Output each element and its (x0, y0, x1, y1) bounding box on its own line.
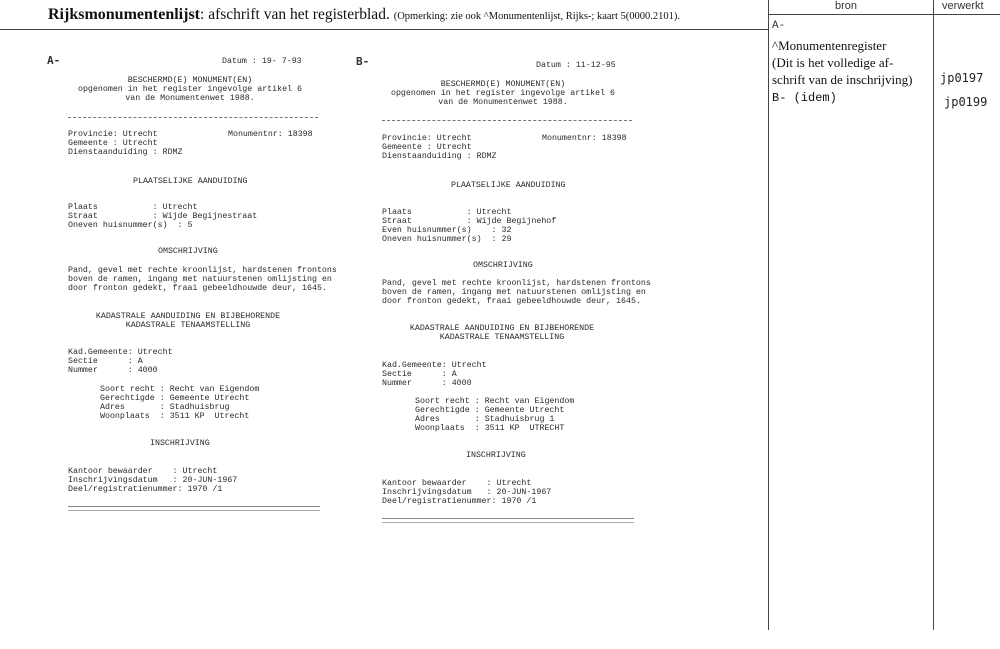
doc-a-sect-inschr: INSCHRIJVING (150, 439, 210, 448)
page-title (48, 6, 680, 24)
sidebar-a-code: jp0197 (940, 71, 984, 85)
doc-b-kantoor: Kantoor bewaarder : Utrecht (382, 479, 532, 488)
doc-a-gemeente: Gemeente : Utrecht (68, 139, 158, 148)
doc-a-kantoor: Kantoor bewaarder : Utrecht (68, 467, 218, 476)
doc-b-omschr1: Pand, gevel met rechte kroonlijst, hardstenen frontons (382, 279, 651, 288)
doc-a-woonplaats: Woonplaats : 3511 KP Utrecht (100, 412, 250, 421)
doc-b-sectie: Sectie : A (382, 370, 457, 379)
title-note: (Opmerking: zie ook ^Monumentenlijst, Rijks-; kaart 5(0000.2101). (393, 11, 681, 22)
doc-b-soort: Soort recht : Recht van Eigendom (415, 397, 575, 406)
doc-a-heading3: van de Monumentenwet 1988. (125, 94, 255, 103)
column-header-rule (768, 14, 1000, 15)
doc-b-plaats: Plaats : Utrecht (382, 208, 512, 217)
doc-a-nummer: Nummer : 4000 (68, 366, 158, 375)
sidebar-a-line1: ^Monumentenregister (772, 38, 887, 53)
doc-b-heading3: van de Monumentenwet 1988. (438, 98, 568, 107)
doc-a-omschr2: boven de ramen, ingang met natuurstenen omlijsting en (68, 275, 332, 284)
doc-a-sect-omschr: OMSCHRIJVING (158, 247, 218, 256)
doc-b-adres: Adres : Stadhuisbrug 1 (415, 415, 555, 424)
doc-b-sect-inschr: INSCHRIJVING (466, 451, 526, 460)
doc-a-provincie: Provincie: Utrecht (68, 130, 158, 139)
doc-b-provincie: Provincie: Utrecht (382, 134, 472, 143)
sidebar-b-code: jp0199 (944, 95, 988, 109)
column-divider-left (768, 0, 769, 630)
doc-b-gerecht: Gerechtigde : Gemeente Utrecht (415, 406, 565, 415)
doc-b-bottom-rule (382, 518, 634, 523)
doc-a-deel: Deel/registratienummer: 1970 /1 (68, 485, 223, 494)
doc-b-omschr3: door fronton gedekt, fraai gebeeldhouwde deur, 1645. (382, 297, 641, 306)
doc-a-sect-plaats: PLAATSELIJKE AANDUIDING (133, 177, 248, 186)
doc-a-kadgem: Kad.Gemeente: Utrecht (68, 348, 173, 357)
doc-a-oneven: Oneven huisnummer(s) : 5 (68, 221, 193, 230)
doc-a-omschr1: Pand, gevel met rechte kroonlijst, hardstenen frontons (68, 266, 337, 275)
doc-a-monumentnr: Monumentnr: 18398 (228, 130, 313, 139)
doc-a-heading1: BESCHERMD(E) MONUMENT(EN) (127, 76, 253, 85)
doc-b-sect-plaats: PLAATSELIJKE AANDUIDING (451, 181, 566, 190)
title-rest: : afschrift van het registerblad. (200, 6, 390, 23)
doc-a-omschr3: door fronton gedekt, fraai gebeeldhouwde deur, 1645. (68, 284, 327, 293)
column-header-bron: bron (835, 0, 858, 12)
doc-b-datum: Datum : 11-12-95 (536, 61, 616, 70)
doc-b-kadgem: Kad.Gemeente: Utrecht (382, 361, 487, 370)
doc-a-sectie: Sectie : A (68, 357, 143, 366)
sidebar-a-line3: schrift van de inschrijving) (772, 72, 913, 87)
doc-b-sect-kad2: KADASTRALE TENAAMSTELLING (439, 333, 565, 342)
doc-b-oneven: Oneven huisnummer(s) : 29 (382, 235, 512, 244)
doc-a-straat: Straat : Wijde Begijnestraat (68, 212, 258, 221)
doc-b-omschr2: boven de ramen, ingang met natuurstenen omlijsting en (382, 288, 646, 297)
doc-a-dienst: Dienstaanduiding : RDMZ (68, 148, 183, 157)
doc-a-adres: Adres : Stadhuisbrug (100, 403, 230, 412)
doc-b-letter: B- (356, 55, 370, 68)
doc-b-separator (382, 120, 632, 121)
doc-b-dienst: Dienstaanduiding : RDMZ (382, 152, 497, 161)
sidebar-a-line2: (Dit is het volledige af- (772, 55, 894, 70)
column-divider-right (933, 0, 934, 630)
doc-a-letter: A- (47, 54, 61, 67)
doc-a-soort: Soort recht : Recht van Eigendom (100, 385, 260, 394)
doc-a-separator (68, 117, 318, 118)
column-header-verwerkt: verwerkt (942, 0, 984, 12)
doc-b-gemeente: Gemeente : Utrecht (382, 143, 472, 152)
doc-b-monumentnr: Monumentnr: 18398 (542, 134, 627, 143)
doc-b-sect-kad1: KADASTRALE AANDUIDING EN BIJBEHORENDE (409, 324, 595, 333)
sidebar-a-label: A- (772, 20, 786, 32)
doc-a-gerecht: Gerechtigde : Gemeente Utrecht (100, 394, 250, 403)
doc-a-bottom-rule (68, 506, 320, 511)
doc-a-plaats: Plaats : Utrecht (68, 203, 198, 212)
sidebar-b-label: B- (idem) (772, 91, 837, 105)
doc-a-datum: Datum : 19- 7-93 (222, 57, 302, 66)
doc-a-heading2: opgenomen in het register ingevolge artikel 6 (77, 85, 303, 94)
doc-b-nummer: Nummer : 4000 (382, 379, 472, 388)
doc-b-heading1: BESCHERMD(E) MONUMENT(EN) (440, 80, 566, 89)
doc-b-sect-omschr: OMSCHRIJVING (473, 261, 533, 270)
doc-b-woonplaats: Woonplaats : 3511 KP UTRECHT (415, 424, 565, 433)
doc-a-inschrdatum: Inschrijvingsdatum : 20-JUN-1967 (68, 476, 238, 485)
title-bold: Rijksmonumentenlijst (48, 6, 201, 23)
doc-b-deel: Deel/registratienummer: 1970 /1 (382, 497, 537, 506)
title-underline (0, 29, 768, 30)
doc-b-even: Even huisnummer(s) : 32 (382, 226, 512, 235)
doc-b-straat: Straat : Wijde Begijnehof (382, 217, 557, 226)
doc-a-sect-kad2: KADASTRALE TENAAMSTELLING (125, 321, 251, 330)
doc-a-sect-kad1: KADASTRALE AANDUIDING EN BIJBEHORENDE (95, 312, 281, 321)
doc-b-heading2: opgenomen in het register ingevolge artikel 6 (390, 89, 616, 98)
doc-b-inschrdatum: Inschrijvingsdatum : 20-JUN-1967 (382, 488, 552, 497)
